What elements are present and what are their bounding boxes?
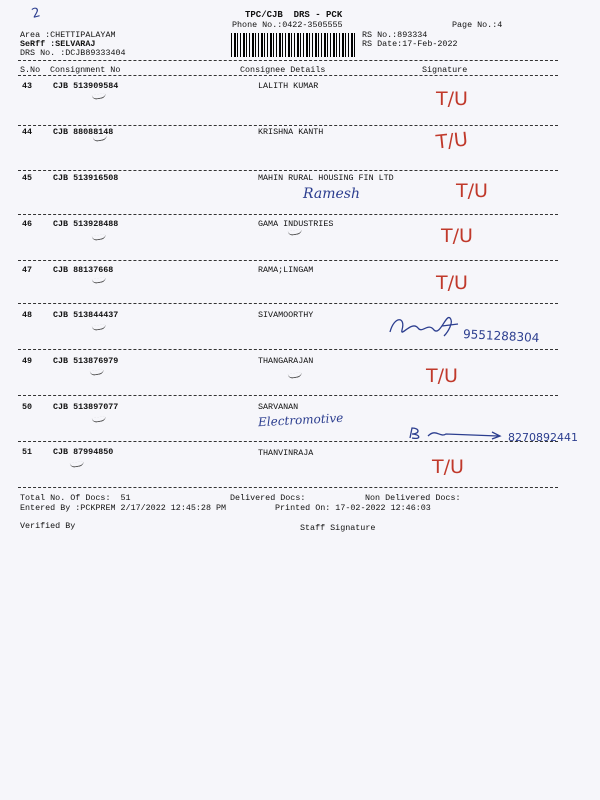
pen-tick-mark [288,372,303,379]
row-sno: 50 [22,402,33,412]
pen-tick-mark [70,461,85,468]
receiver-name-note: Ramesh [303,186,360,202]
area-label: Area :CHETTIPALAYAM [20,30,116,40]
document-title: TPC/CJB DRS - PCK [245,10,343,20]
row-consignment: CJB 88137668 [53,265,114,275]
row-sno: 47 [22,265,33,275]
col-signature: Signature [422,65,468,75]
row-sno: 45 [22,173,33,183]
divider [18,487,558,488]
row-signature: T/U [441,225,473,247]
row-consignee: THANVINRAJA [258,448,314,458]
barcode [231,33,355,57]
phone-note: 9551288304 [462,327,540,345]
row-sno: 49 [22,356,33,366]
row-sno: 46 [22,219,33,229]
phone-note: 8270892441 [508,431,578,444]
divider [18,170,558,171]
row-consignment: CJB 88088148 [53,127,114,137]
pen-tick-mark [92,416,107,423]
col-sno: S.No [20,65,41,75]
row-consignee: THANGARAJAN [258,356,314,366]
divider [18,75,558,76]
pen-tick-mark [92,277,107,284]
row-consignment: CJB 513844437 [53,310,119,320]
verified-by: Verified By [20,521,76,531]
pen-tick-mark [93,135,108,142]
row-consignee: MAHIN RURAL HOUSING FIN LTD [258,173,394,183]
drs-number: DRS No. :DCJB89333404 [20,48,126,58]
row-consignment: CJB 87994850 [53,447,114,457]
divider [18,60,558,61]
row-sno: 44 [22,127,33,137]
divider [18,214,558,215]
col-consignee: Consignee Details [240,65,326,75]
pen-tick-mark [288,229,303,236]
pen-tick-mark [92,93,107,100]
total-docs: Total No. Of Docs: 51 [20,493,131,503]
phone-number: Phone No.:0422-3505555 [232,20,343,30]
divider [18,395,558,396]
handwritten-signature [384,308,464,344]
rs-date: RS Date:17-Feb-2022 [362,39,458,49]
row-signature: T/U [456,180,488,202]
row-consignee: RAMA;LINGAM [258,265,314,275]
handwritten-signature [406,426,502,442]
corner-pen-mark: 2 [30,5,43,22]
pen-tick-mark [92,324,107,331]
page-number: Page No.:4 [452,20,503,30]
row-consignee: SARVANAN [258,402,299,412]
staff-label: SeRff :SELVARAJ [20,39,96,49]
row-consignee: LALITH KUMAR [258,81,319,91]
row-consignment: CJB 513909584 [53,81,119,91]
receiver-name-note: Electromotive [257,410,344,430]
row-sno: 51 [22,447,33,457]
divider [18,441,558,442]
divider [18,349,558,350]
divider [18,125,558,126]
row-signature: T/U [436,88,468,110]
delivered-docs: Delivered Docs: [230,493,306,503]
row-signature: T/U [436,272,468,294]
row-sno: 43 [22,81,33,91]
divider [18,303,558,304]
row-consignee: KRISHNA KANTH [258,127,324,137]
rs-number: RS No.:893334 [362,30,428,40]
row-signature: T/U [426,365,458,387]
row-sno: 48 [22,310,33,320]
col-consignment: Consignment No [50,65,121,75]
printed-on: Printed On: 17-02-2022 12:46:03 [275,503,431,513]
row-consignee: GAMA INDUSTRIES [258,219,334,229]
entered-by: Entered By :PCKPREM 2/17/2022 12:45:28 PM [20,503,227,513]
row-consignment: CJB 513928488 [53,219,119,229]
row-signature: T/U [434,128,469,154]
pen-tick-mark [90,369,105,376]
pen-tick-mark [92,234,107,241]
non-delivered-docs: Non Delivered Docs: [365,493,461,503]
staff-signature-label: Staff Signature [300,523,376,533]
row-consignment: CJB 513897077 [53,402,119,412]
row-consignee: SIVAMOORTHY [258,310,314,320]
row-consignment: CJB 513876979 [53,356,119,366]
row-signature: T/U [432,456,464,478]
row-consignment: CJB 513916508 [53,173,119,183]
divider [18,260,558,261]
